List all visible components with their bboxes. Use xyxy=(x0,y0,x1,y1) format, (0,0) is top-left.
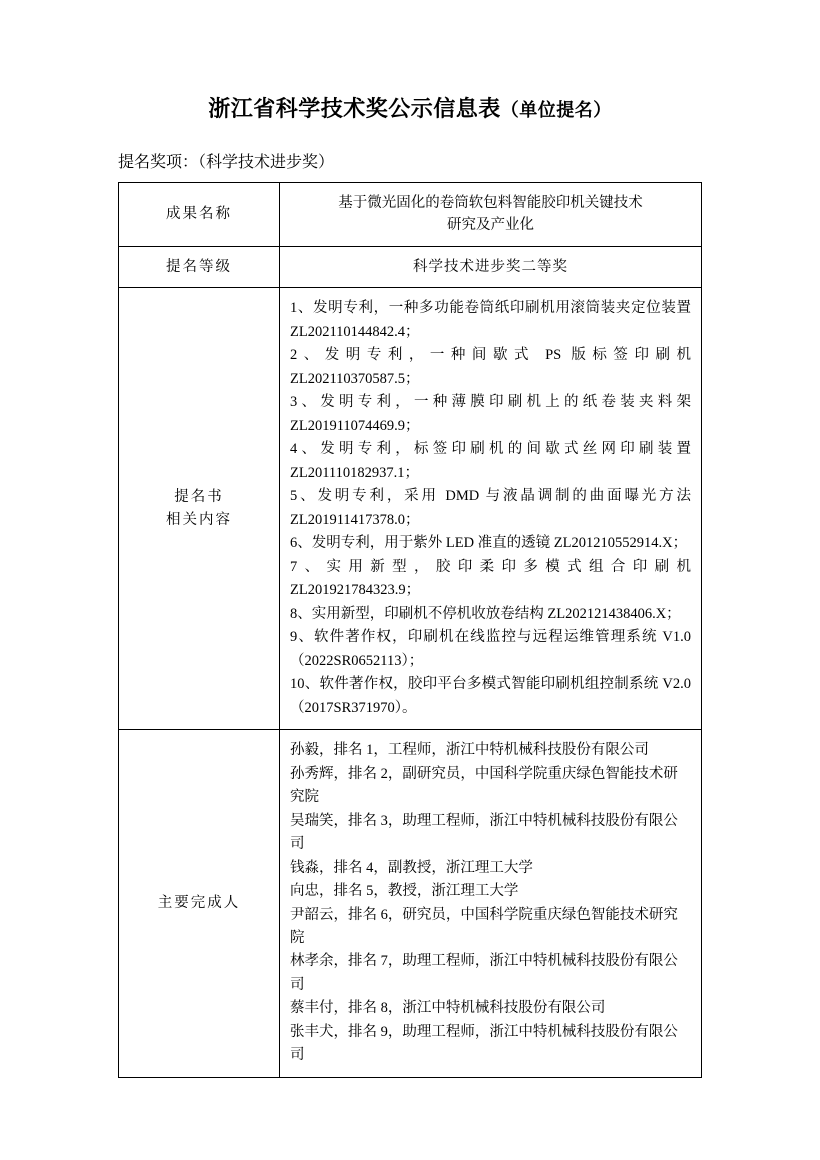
content-item: 9、软件著作权，印刷机在线监控与远程运维管理系统 V1.0（2022SR0652113）； xyxy=(290,629,691,669)
content-item: 2、发明专利，一种间歇式 PS 版标签印刷机 ZL202110370587.5； xyxy=(290,347,691,387)
content-item: 4、发明专利，标签印刷机的间歇式丝网印刷装置 ZL201110182937.1； xyxy=(290,441,691,481)
row-value-achievement-name xyxy=(280,183,702,247)
nomination-award-line: 提名奖项：（科学技术进步奖） xyxy=(118,154,335,171)
list-item: 尹韶云，排名 6，研究员，中国科学院重庆绿色智能技术研究院 xyxy=(290,906,678,946)
content-item: 7、实用新型，胶印柔印多模式组合印刷机 ZL201921784323.9； xyxy=(290,558,691,599)
achievement-name-line-2: 研究及产业化 xyxy=(447,217,534,234)
content-item: 10、软件著作权，胶印平台多模式智能印刷机组控制系统 V2.0（2017SR371970）。 xyxy=(290,676,691,716)
list-item: 蔡丰付，排名 8，浙江中特机械科技股份有限公司 xyxy=(290,1000,606,1017)
page-title-main: 浙江省科学技术奖公示信息表 xyxy=(208,96,501,121)
public-notice-table xyxy=(118,182,702,1078)
row-label-achievement-name: 成果名称 xyxy=(119,183,280,247)
content-item: 3、发明专利，一种薄膜印刷机上的纸卷装夹料架 ZL201911074469.9； xyxy=(290,394,691,434)
list-item: 林孝余，排名 7，助理工程师，浙江中特机械科技股份有限公司 xyxy=(290,953,678,993)
content-item: 8、实用新型，印刷机不停机收放卷结构 ZL202121438406.X； xyxy=(290,605,681,622)
page-title xyxy=(0,0,820,123)
list-item: 向忠，排名 5，教授，浙江理工大学 xyxy=(290,883,519,900)
table-row-nomination-grade xyxy=(119,246,702,287)
achievement-name-line-1: 基于微光固化的卷筒软包料智能胶印机关键技术 xyxy=(338,195,643,211)
content-item: 5、发明专利，采用 DMD 与液晶调制的曲面曝光方法 ZL201911417378.0； xyxy=(290,488,691,528)
row-value-nomination-content xyxy=(280,288,702,730)
table-row-achievement-name xyxy=(119,183,702,247)
list-item: 孙毅，排名 1，工程师，浙江中特机械科技股份有限公司 xyxy=(290,742,649,759)
row-label-nomination-grade: 提名等级 xyxy=(119,246,280,287)
table-row-main-contributors xyxy=(119,730,702,1078)
row-value-main-contributors xyxy=(280,730,702,1078)
list-item: 钱淼，排名 4，副教授，浙江理工大学 xyxy=(290,859,533,876)
list-item: 孙秀辉，排名 2，副研究员，中国科学院重庆绿色智能技术研究院 xyxy=(290,765,678,806)
page-title-suffix: （单位提名） xyxy=(500,100,612,120)
row-value-nomination-grade: 科学技术进步奖二等奖 xyxy=(280,246,702,287)
row-label-nomination-content-line-2: 相关内容 xyxy=(166,511,232,528)
row-label-nomination-content xyxy=(119,288,280,730)
list-item: 吴瑞笑，排名 3，助理工程师，浙江中特机械科技股份有限公司 xyxy=(290,812,678,853)
row-label-nomination-content-line-1: 提名书 xyxy=(174,489,224,506)
list-item: 张丰犬，排名 9，助理工程师，浙江中特机械科技股份有限公司 xyxy=(290,1023,678,1064)
content-item: 6、发明专利，用于紫外 LED 准直的透镜 ZL201210552914.X； xyxy=(290,535,688,552)
table-row-nomination-content xyxy=(119,288,702,730)
content-item: 1、发明专利，一种多功能卷筒纸印刷机用滚筒装夹定位装置 ZL202110144842.4； xyxy=(290,300,691,340)
row-label-main-contributors: 主要完成人 xyxy=(119,730,280,1078)
